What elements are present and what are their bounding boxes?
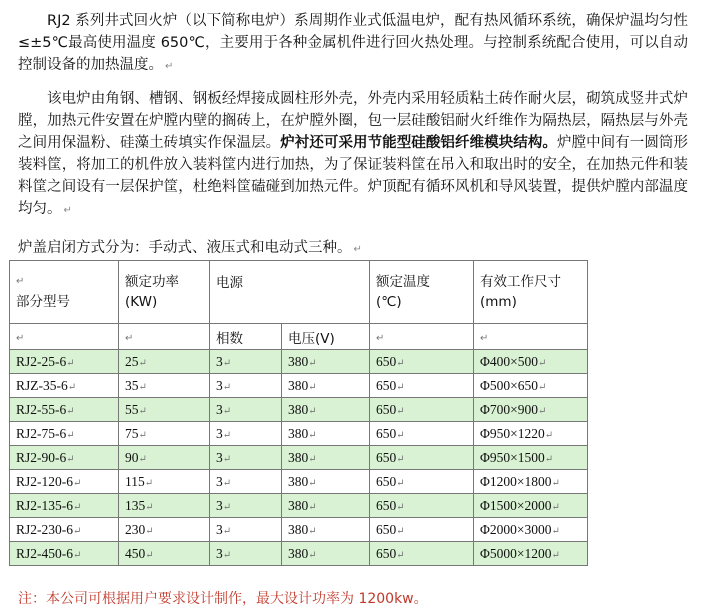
- cell-size-value: Φ1500×2000: [480, 497, 552, 513]
- cell-mark: ↵: [66, 357, 75, 369]
- cell-mark: ↵: [138, 453, 147, 465]
- cell-power: [119, 398, 210, 422]
- cell-mark: ↵: [551, 525, 560, 537]
- cell-phase-value: 3: [216, 449, 223, 465]
- cell-size-value: Φ700×900: [480, 401, 538, 417]
- cell-mark: ↵: [222, 525, 232, 537]
- cell-voltage-value: 380: [288, 545, 309, 561]
- cell-power: [119, 518, 210, 542]
- cell-temp-value: 650: [376, 497, 397, 513]
- cell-voltage-value: 380: [288, 449, 309, 465]
- cell-voltage: [282, 518, 370, 542]
- cell-size-value: Φ1200×1800: [480, 473, 552, 489]
- cell-mark: ↵: [222, 429, 232, 441]
- cell-size: [474, 350, 588, 374]
- intro-text: RJ2 系列井式回火炉（以下简称电炉）系周期作业式低温电炉，配有热风循环系统，确保炉温均匀性≤±5℃最高使用温度 650℃，主要用于各种金属机件进行回火热处理。与控制系统配合使用，可以自动控制设备的加热温度。: [18, 13, 688, 73]
- structure-text-b: 炉膛中间有一圆筒形装料筐，将加工的机件放入装料筐内进行加热，为了保证装料筐在吊入和取出时的安全，在加热元件和装料筐之间设有一层保护筐，杜绝料筐磕碰到加热元件。炉顶配有循环风机和导风装置，提供炉膛内部温度均匀。: [18, 135, 689, 217]
- cell-model-value: RJZ-35-6: [16, 377, 68, 393]
- cell-temp: [370, 350, 474, 374]
- cell-power: [119, 494, 210, 518]
- cell-mark: ↵: [396, 525, 405, 537]
- cell-mark: ↵: [396, 453, 405, 465]
- cell-mark: ↵: [145, 525, 154, 537]
- cell-model-value: RJ2-230-6: [16, 521, 73, 537]
- cell-mark: ↵: [551, 477, 560, 489]
- cell-phase-value: 3: [216, 545, 223, 561]
- cell-mark: ↵: [537, 357, 547, 369]
- cell-mark: ↵: [138, 381, 147, 393]
- cell-model-value: RJ2-135-6: [16, 497, 73, 513]
- cell-mark: ↵: [145, 549, 154, 561]
- cell-mark: ↵: [308, 525, 317, 537]
- cell-power: [119, 542, 210, 566]
- cell-voltage: [282, 494, 370, 518]
- cell-power: [119, 470, 210, 494]
- cell-temp: [370, 494, 474, 518]
- subheader-voltage: [282, 324, 370, 350]
- cell-mark: ↵: [308, 501, 317, 513]
- cell-voltage-value: 380: [288, 353, 309, 369]
- header-size: [474, 261, 588, 324]
- lid-paragraph: [18, 237, 688, 261]
- design-note: 注：本公司可根据用户要求设计制作，最大设计功率为 1200kw。: [18, 591, 428, 607]
- subheader-phase: [210, 324, 282, 350]
- cell-voltage-value: 380: [288, 473, 309, 489]
- cell-voltage: [282, 446, 370, 470]
- cell-voltage: [282, 374, 370, 398]
- cell-temp: [370, 398, 474, 422]
- cell-size: [474, 446, 588, 470]
- cell-mark: ↵: [138, 357, 147, 369]
- cell-temp: [370, 470, 474, 494]
- cell-mark: ↵: [537, 405, 547, 417]
- cell-mark: ↵: [125, 332, 134, 344]
- table-row: [10, 446, 588, 470]
- lid-text: 炉盖启闭方式分为：手动式、液压式和电动式三种。: [18, 240, 352, 256]
- cell-model: [10, 422, 119, 446]
- paragraph-mark: ↵: [63, 205, 72, 216]
- cell-model-value: RJ2-55-6: [16, 401, 67, 417]
- cell-temp-value: 650: [376, 377, 397, 393]
- header-temp: [370, 261, 474, 324]
- cell-mark: ↵: [551, 501, 560, 513]
- cell-power-value: 230: [125, 521, 146, 537]
- table-row: [10, 494, 588, 518]
- cell-model-value: RJ2-450-6: [16, 545, 73, 561]
- cell-phase-value: 3: [216, 521, 223, 537]
- cell-size: [474, 542, 588, 566]
- cell-model: [10, 518, 119, 542]
- cell-mark: ↵: [396, 549, 405, 561]
- cell-phase: [210, 542, 282, 566]
- cell-mark: ↵: [16, 332, 25, 344]
- cell-size: [474, 398, 588, 422]
- cell-temp-value: 650: [376, 545, 397, 561]
- cell-mark: ↵: [138, 429, 147, 441]
- table-subheader-row: [10, 324, 588, 350]
- cell-voltage-value: 380: [288, 377, 309, 393]
- cell-temp: [370, 374, 474, 398]
- cell-size-value: Φ950×1220: [480, 425, 545, 441]
- header-size-label: 有效工作尺寸: [480, 274, 561, 290]
- cell-size: [474, 518, 588, 542]
- cell-power-value: 90: [125, 449, 139, 465]
- cell-power-value: 55: [125, 401, 139, 417]
- cell-mark: ↵: [308, 477, 317, 489]
- cell-mark: ↵: [222, 357, 232, 369]
- cell-size-value: Φ2000×3000: [480, 521, 552, 537]
- cell-mark: ↵: [308, 405, 317, 417]
- cell-mark: ↵: [537, 381, 547, 393]
- cell-size: [474, 494, 588, 518]
- header-size-unit: (mm): [480, 294, 517, 310]
- table-header-row: [10, 261, 588, 324]
- cell-mark: ↵: [222, 549, 232, 561]
- table-body: [10, 350, 588, 566]
- cell-phase: [210, 374, 282, 398]
- cell-phase-value: 3: [216, 401, 223, 417]
- cell-mark: ↵: [222, 381, 232, 393]
- cell-temp: [370, 422, 474, 446]
- table-row: [10, 542, 588, 566]
- spec-table: [9, 260, 588, 566]
- header-source: [210, 261, 370, 324]
- cell-power-value: 135: [125, 497, 146, 513]
- cell-model-value: RJ2-75-6: [16, 425, 67, 441]
- cell-voltage-value: 380: [288, 425, 309, 441]
- cell-power-value: 35: [125, 377, 139, 393]
- cell-model-value: RJ2-120-6: [16, 473, 73, 489]
- cell-voltage: [282, 350, 370, 374]
- cell-model: [10, 494, 119, 518]
- cell-mark: ↵: [308, 549, 317, 561]
- subheader-phase-label: 相数: [216, 330, 243, 347]
- cell-size-value: Φ950×1500: [480, 449, 545, 465]
- cell-temp-value: 650: [376, 401, 397, 417]
- cell-temp: [370, 518, 474, 542]
- cell-phase-value: 3: [216, 353, 223, 369]
- cell-voltage: [282, 422, 370, 446]
- cell-model: [10, 350, 119, 374]
- cell-phase: [210, 398, 282, 422]
- structure-text-bold: 炉衬还可采用节能型硅酸铝纤维模块结构。: [280, 135, 557, 151]
- cell-size: [474, 422, 588, 446]
- cell-mark: ↵: [396, 405, 405, 417]
- cell-model: [10, 470, 119, 494]
- cell-mark: ↵: [222, 477, 232, 489]
- cell-mark: ↵: [66, 453, 75, 465]
- cell-mark: ↵: [73, 549, 82, 561]
- cell-phase-value: 3: [216, 497, 223, 513]
- cell-temp-value: 650: [376, 353, 397, 369]
- cell-mark: ↵: [396, 381, 405, 393]
- cell-power: [119, 350, 210, 374]
- header-source-label: 电源: [216, 275, 243, 291]
- intro-paragraph: [18, 10, 688, 78]
- cell-phase: [210, 350, 282, 374]
- table-row: [10, 422, 588, 446]
- cell-mark: ↵: [480, 332, 489, 344]
- cell-power: [119, 446, 210, 470]
- cell-power-value: 115: [125, 473, 145, 489]
- cell-mark: ↵: [308, 453, 317, 465]
- cell-size: [474, 470, 588, 494]
- cell-phase-value: 3: [216, 377, 223, 393]
- cell-mark: ↵: [73, 477, 82, 489]
- header-temp-unit: (℃): [376, 294, 402, 310]
- cell-voltage: [282, 470, 370, 494]
- cell-mark: ↵: [16, 276, 25, 287]
- cell-mark: ↵: [73, 525, 82, 537]
- cell-power-value: 25: [125, 353, 139, 369]
- header-model-label: 部分型号: [16, 294, 70, 310]
- cell-mark: ↵: [544, 429, 554, 441]
- cell-phase: [210, 446, 282, 470]
- cell-voltage-value: 380: [288, 497, 309, 513]
- cell-mark: ↵: [67, 381, 77, 393]
- cell-voltage: [282, 398, 370, 422]
- paragraph-mark: ↵: [165, 61, 174, 72]
- cell-model: [10, 374, 119, 398]
- header-power-unit: (KW): [125, 294, 158, 310]
- cell-voltage: [282, 542, 370, 566]
- subheader-voltage-label: 电压(V): [288, 330, 335, 347]
- cell-mark: ↵: [66, 429, 75, 441]
- cell-size-value: Φ500×650: [480, 377, 538, 393]
- cell-phase: [210, 518, 282, 542]
- cell-size-value: Φ400×500: [480, 353, 538, 369]
- cell-phase: [210, 494, 282, 518]
- cell-mark: ↵: [308, 429, 317, 441]
- cell-model-value: RJ2-25-6: [16, 353, 67, 369]
- cell-mark: ↵: [551, 549, 560, 561]
- cell-model: [10, 398, 119, 422]
- cell-voltage-value: 380: [288, 401, 309, 417]
- cell-model: [10, 446, 119, 470]
- cell-power-value: 450: [125, 545, 146, 561]
- cell-mark: ↵: [222, 501, 232, 513]
- structure-text-a: 该电炉由角钢、槽钢、钢板经焊接成圆柱形外壳，外壳内采用轻质粘土砖作耐火层，砌筑成竖井式炉膛，加热元件安置在炉膛内壁的搁砖上，在炉膛外圈，包一层硅酸铝耐火纤维作为隔热层，隔热层与外壳之间用保温粉、硅藻土砖填实作保温层。: [18, 91, 688, 151]
- cell-phase: [210, 422, 282, 446]
- cell-mark: ↵: [396, 477, 405, 489]
- cell-phase-value: 3: [216, 473, 223, 489]
- subheader-empty: [10, 324, 119, 350]
- cell-mark: ↵: [144, 477, 154, 489]
- cell-mark: ↵: [145, 501, 154, 513]
- cell-phase-value: 3: [216, 425, 223, 441]
- cell-mark: ↵: [396, 357, 405, 369]
- cell-mark: ↵: [222, 453, 232, 465]
- subheader-empty: [474, 324, 588, 350]
- cell-mark: ↵: [308, 381, 317, 393]
- cell-model: [10, 542, 119, 566]
- table-row: [10, 374, 588, 398]
- cell-mark: ↵: [308, 357, 317, 369]
- cell-power-value: 75: [125, 425, 139, 441]
- subheader-empty: [370, 324, 474, 350]
- cell-size: [474, 374, 588, 398]
- cell-voltage-value: 380: [288, 521, 309, 537]
- subheader-empty: [119, 324, 210, 350]
- cell-model-value: RJ2-90-6: [16, 449, 67, 465]
- header-power: [119, 261, 210, 324]
- cell-temp-value: 650: [376, 425, 397, 441]
- cell-power: [119, 422, 210, 446]
- table-row: [10, 470, 588, 494]
- header-model: [10, 261, 119, 324]
- header-temp-label: 额定温度: [376, 274, 430, 290]
- cell-temp-value: 650: [376, 473, 397, 489]
- cell-mark: ↵: [544, 453, 554, 465]
- cell-mark: ↵: [396, 429, 405, 441]
- cell-power: [119, 374, 210, 398]
- cell-phase: [210, 470, 282, 494]
- cell-mark: ↵: [138, 405, 147, 417]
- cell-temp-value: 650: [376, 449, 397, 465]
- table-row: [10, 398, 588, 422]
- cell-mark: ↵: [73, 501, 82, 513]
- cell-mark: ↵: [376, 332, 385, 344]
- cell-mark: ↵: [66, 405, 75, 417]
- cell-temp: [370, 542, 474, 566]
- cell-temp: [370, 446, 474, 470]
- cell-mark: ↵: [222, 405, 232, 417]
- header-power-label: 额定功率: [125, 274, 179, 290]
- table-row: [10, 350, 588, 374]
- paragraph-mark: ↵: [353, 244, 362, 255]
- cell-mark: ↵: [396, 501, 405, 513]
- structure-paragraph: [18, 88, 688, 222]
- cell-size-value: Φ5000×1200: [480, 545, 552, 561]
- table-row: [10, 518, 588, 542]
- cell-temp-value: 650: [376, 521, 397, 537]
